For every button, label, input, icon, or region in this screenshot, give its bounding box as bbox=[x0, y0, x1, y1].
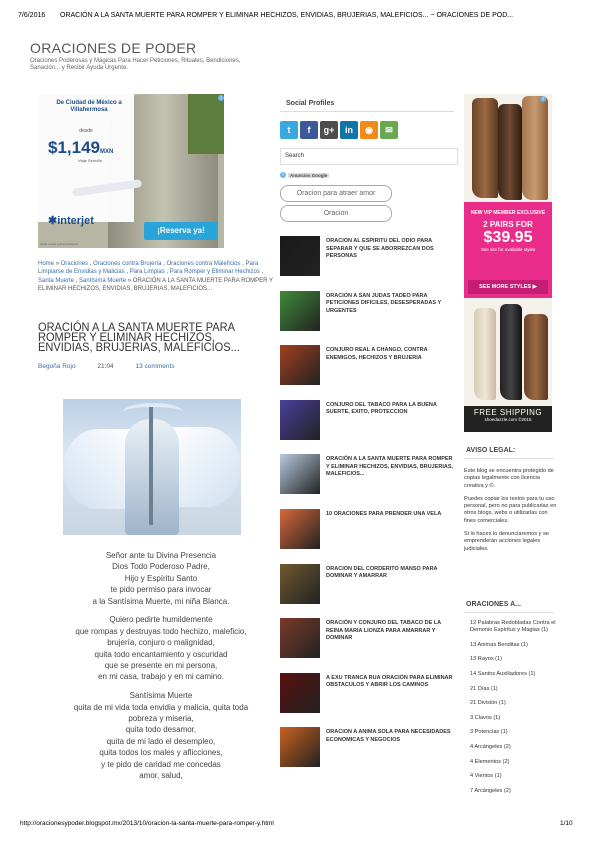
related-post[interactable] bbox=[280, 400, 460, 440]
ad-viaje: Viaje Sencillo bbox=[78, 158, 102, 163]
related-post-title[interactable]: ORACION A SAN JUDAS TADEO PARA PETICIONES DIFICILES, DESESPERADAS Y URGENTES bbox=[326, 292, 442, 314]
related-post[interactable] bbox=[280, 618, 460, 658]
boot-image bbox=[498, 104, 522, 200]
related-post-title[interactable]: ORACIÓN Y CONJURO DEL TABACO DE LA REINA MARIA LIONZA PARA AMARRAR Y DOMINAR bbox=[326, 620, 441, 642]
rss-icon[interactable]: ◉ bbox=[360, 121, 378, 139]
related-post-title[interactable]: ORACION DEL CORDERITO MANSO PARA DOMINAR Y AMARRAR bbox=[326, 565, 438, 580]
breadcrumb-home[interactable]: Home bbox=[38, 261, 55, 267]
promo-price: $39.95 bbox=[483, 229, 533, 246]
related-post-thumbnail[interactable] bbox=[280, 345, 320, 385]
label-link[interactable]: 13 Animas Benditas (1) bbox=[470, 641, 528, 648]
ads-google-label: Anuncios Google bbox=[290, 172, 328, 178]
related-post-thumbnail[interactable] bbox=[280, 727, 320, 767]
ad-info-icon[interactable]: i bbox=[218, 95, 224, 101]
print-title: ORACIÓN A LA SANTA MUERTE PARA ROMPER Y ELIMINAR HECHIZOS, ENVIDIAS, BRUJERIAS, MALEFICIOS... ~ ORACIONES DE POD... bbox=[60, 12, 514, 19]
prayer-line: Quiero pedirte humildemente bbox=[109, 615, 213, 625]
shipping-banner bbox=[464, 406, 552, 432]
boots-ad[interactable] bbox=[464, 94, 552, 432]
related-post[interactable] bbox=[280, 291, 460, 331]
label-link[interactable]: 4 Arcángeles (2) bbox=[470, 744, 511, 751]
related-post-thumbnail[interactable] bbox=[280, 618, 320, 658]
post-author[interactable]: Begoña Rojo bbox=[38, 363, 76, 370]
prayer-line: Dios Todo Poderoso Padre, bbox=[112, 562, 210, 572]
related-post-title[interactable]: A EXU TRANCA RUA ORACIÓN PARA ELIMINAR OBSTACULOS Y ABRIR LOS CAMINOS bbox=[326, 674, 453, 689]
label-link[interactable]: 21 División (1) bbox=[470, 700, 506, 707]
scythe-handle bbox=[149, 405, 153, 525]
scythe-blade bbox=[123, 403, 183, 421]
label-link[interactable]: 3 Clavos (1) bbox=[470, 714, 501, 721]
breadcrumb-link[interactable]: Oraciones bbox=[60, 261, 89, 267]
boot-image bbox=[522, 96, 548, 200]
left-wing bbox=[63, 429, 133, 509]
ad-desde: desde bbox=[79, 128, 93, 134]
legal-heading: AVISO LEGAL: bbox=[466, 447, 516, 454]
boot-image bbox=[524, 314, 548, 400]
related-post[interactable] bbox=[280, 727, 460, 767]
breadcrumb-link[interactable]: Santísima Muerte bbox=[79, 277, 127, 284]
stanza-3 bbox=[40, 690, 282, 781]
prayer-line: quita todo desamor, bbox=[125, 725, 197, 735]
label-link[interactable]: 7 Arcángeles (2) bbox=[470, 787, 511, 794]
reserve-button[interactable]: ¡Reserva ya! bbox=[144, 222, 218, 240]
label-link[interactable]: 14 Santos Auxiliadores (1) bbox=[470, 671, 536, 678]
legal-text bbox=[464, 468, 560, 559]
related-post-thumbnail[interactable] bbox=[280, 673, 320, 713]
right-wing bbox=[171, 427, 241, 507]
google-plus-icon[interactable]: g+ bbox=[320, 121, 338, 139]
related-post-title[interactable]: ORACION AL ESPIRITU DEL ODIO PARA SEPARAR Y QUE SE ABORREZCAN DOS PERSONAS bbox=[326, 238, 434, 259]
prayer-line: quita todo encantamiento y oscuridad bbox=[94, 649, 228, 659]
email-icon[interactable]: ✉ bbox=[380, 121, 398, 139]
prayer-line: Santísima Muerte bbox=[129, 691, 193, 701]
prayer-line: en mi casa, trabajo y en mi camino. bbox=[98, 672, 224, 682]
post-comments[interactable]: 13 comments bbox=[135, 363, 175, 370]
related-post-title[interactable]: 10 ORACIONES PARA PRENDER UNA VELA bbox=[326, 511, 442, 517]
breadcrumb-current: ORACIÓN A LA SANTA MUERTE PARA ROMPER Y ELIMINAR HECHIZOS, ENVIDIAS, BRUJERIAS, MALEFICIOS... bbox=[38, 277, 273, 292]
breadcrumb-link[interactable]: Para Limpias bbox=[129, 269, 165, 276]
print-page-number: 1/10 bbox=[560, 820, 573, 827]
related-post-thumbnail[interactable] bbox=[280, 564, 320, 604]
santa-muerte-image bbox=[63, 399, 241, 535]
blog-tagline: Oraciones Poderosas y Mágicas Para Hacer Peticiones, Rituales, Bendiciones, Sanación... y Recibir Ayuda Urgente. bbox=[30, 58, 241, 71]
related-post-title[interactable]: CONJURO DEL TABACO PARA LA BUENA SUERTE, EXITO, PROTECCION bbox=[326, 401, 437, 416]
related-post[interactable] bbox=[280, 673, 460, 713]
legal-paragraph: Puedes copiar los textos para tu uso personal, pero no para publicarlas en otros blogs, webs o utilizarlas con fines comerciales. bbox=[464, 495, 557, 524]
prayer-line: que se presente en mi persona, bbox=[104, 661, 218, 671]
related-post-thumbnail[interactable] bbox=[280, 400, 320, 440]
ad-price-amount: $1,149 bbox=[48, 138, 100, 157]
boot-image bbox=[500, 304, 522, 400]
related-post[interactable] bbox=[280, 454, 460, 494]
facebook-icon[interactable]: f bbox=[300, 121, 318, 139]
prayer-line: te pido permiso para invocar bbox=[110, 585, 212, 595]
label-link[interactable]: 4 Vientos (1) bbox=[470, 773, 502, 780]
foliage-image bbox=[188, 94, 224, 154]
post-title[interactable]: ORACIÓN A LA SANTA MUERTE PARA ROMPER Y ELIMINAR HECHIZOS, ENVIDIAS, BRUJERIAS, MALEFICIOS... bbox=[38, 320, 240, 354]
prayer-line: Señor ante tu Divina Presencia bbox=[105, 551, 217, 560]
prayer-line: quita todos los males y aflicciones, bbox=[99, 748, 223, 758]
divider bbox=[464, 458, 554, 459]
breadcrumb-separator: » bbox=[55, 261, 60, 267]
promo-pairs: 2 PAIRS FOR bbox=[483, 220, 533, 229]
stanza-2 bbox=[40, 614, 282, 682]
related-post[interactable] bbox=[280, 564, 460, 604]
ad-fine-print: Tarifa sujeta a disponibilidad bbox=[40, 242, 78, 246]
promo-see: See site for available styles bbox=[480, 247, 536, 252]
social-profiles-heading: Social Profiles bbox=[286, 100, 335, 107]
prayer-line: quita de mi vida toda envidia y malicia, quita toda bbox=[73, 702, 249, 712]
label-link[interactable]: 4 Elementos (2) bbox=[470, 758, 510, 765]
boot-image bbox=[474, 308, 496, 400]
see-more-styles-button[interactable]: SEE MORE STYLES ▶ bbox=[468, 280, 548, 294]
ad-price bbox=[48, 138, 113, 158]
related-post-thumbnail[interactable] bbox=[280, 454, 320, 494]
legal-paragraph: Si lo haces lo denunciaremos y se emprenderán acciones legales judiciales. bbox=[464, 531, 549, 552]
airline-name: interjet bbox=[57, 215, 94, 227]
related-post[interactable] bbox=[280, 509, 460, 549]
divider bbox=[464, 612, 554, 613]
related-post-title[interactable]: ORACIÓN A LA SANTA MUERTE PARA ROMPER Y ELIMINAR HECHIZOS, ENVIDIAS, BRUJERIAS, MALEFICIOS... bbox=[326, 456, 454, 478]
stanza-1 bbox=[40, 550, 282, 607]
label-link[interactable]: 12 Palabras Redobladas Contra el Demonio Espíritus y Magias (1) bbox=[470, 620, 556, 634]
related-post-thumbnail[interactable] bbox=[280, 291, 320, 331]
label-link[interactable]: 21 Días (1) bbox=[470, 685, 498, 692]
airline-logo: ✱interjet bbox=[48, 215, 94, 227]
promo-vip: NEW VIP MEMBER EXCLUSIVE bbox=[470, 210, 546, 216]
label-link[interactable]: 3 Potencias (1) bbox=[470, 729, 508, 736]
related-post-title[interactable]: ORACION A ANIMA SOLA PARA NECESIDADES ECONOMICAS Y NEGOCIOS bbox=[326, 729, 451, 743]
prayer-text bbox=[40, 550, 282, 789]
prayer-line: amor, salud, bbox=[139, 771, 183, 781]
blog-name[interactable]: ORACIONES DE PODER bbox=[30, 40, 197, 56]
related-post[interactable] bbox=[280, 345, 460, 385]
twitter-icon[interactable]: t bbox=[280, 121, 298, 139]
linkedin-icon[interactable]: in bbox=[340, 121, 358, 139]
prayer-line: que rompas y destruyas todo hechizo, maleficio, bbox=[75, 626, 247, 636]
breadcrumb-separator: » bbox=[127, 277, 132, 284]
ad-currency: MXN bbox=[100, 149, 114, 155]
flight-ad[interactable] bbox=[38, 94, 224, 248]
print-date: 7/6/2016 bbox=[18, 12, 46, 19]
prayer-line: brujería, conjuro o malignidad, bbox=[107, 638, 215, 648]
label-link[interactable]: 13 Rayos (1) bbox=[470, 656, 503, 663]
breadcrumb-link[interactable]: Santa Muerte bbox=[38, 277, 75, 284]
boot-image bbox=[472, 98, 498, 198]
prayer-line: a la Santísima Muerte, mi niña Blanca. bbox=[92, 596, 230, 606]
shoe-site: shoedazzle.com ©2015 bbox=[484, 417, 532, 422]
breadcrumb-link[interactable]: Para Limpiarse de Envidias y Malicias bbox=[38, 261, 259, 276]
ad-route: De Ciudad de México a Villahermosa bbox=[56, 100, 122, 113]
breadcrumb-link[interactable]: Para Romper y Eliminar Hechizos bbox=[169, 269, 260, 276]
ad-link-button[interactable]: Oracion para atraer amor bbox=[280, 185, 392, 202]
post-time[interactable]: 21:04 bbox=[97, 363, 114, 370]
ads-label bbox=[280, 172, 329, 178]
prayer-line: y te pido de caridad me concedas bbox=[101, 759, 221, 769]
social-icons bbox=[280, 121, 398, 139]
divider bbox=[280, 111, 454, 112]
related-post-thumbnail[interactable] bbox=[280, 509, 320, 549]
search-input[interactable]: Search bbox=[280, 148, 458, 165]
related-post[interactable] bbox=[280, 236, 460, 276]
related-post-thumbnail[interactable] bbox=[280, 236, 320, 276]
breadcrumb-link[interactable]: Oraciones contra Brujería bbox=[93, 261, 162, 267]
post-meta bbox=[38, 363, 195, 370]
related-post-title[interactable]: CONJURO REAL A CHANGO, CONTRA ENEMIGOS, HECHIZOS Y BRUJERIA bbox=[326, 347, 428, 361]
breadcrumb: Home » Oraciones , Oraciones contra Brujería , Oraciones contra Maleficios , Para Limpiarse de Envidias y Malicias , Para Limpias , Para Romper y Eliminar Hechizos , Santa Muerte , Santísima Muerte » ORACIÓN A LA SANTA MUERTE PARA ROMPER Y ELIMINAR HECHIZOS, ENVIDIAS, BRUJERIAS, MALEFICIOS... bbox=[38, 261, 273, 292]
prayer-line: quita de mi lado el desempleo, bbox=[106, 736, 216, 746]
prayer-line: pobreza y miseria, bbox=[128, 714, 194, 724]
breadcrumb-link[interactable]: Oraciones contra Maleficios bbox=[166, 261, 241, 267]
ad-info-icon[interactable]: i bbox=[280, 172, 286, 178]
prayer-line: Hijo y Espíritu Santo bbox=[124, 573, 198, 583]
legal-paragraph: Este blog se encuentra protegido de copias legalmente con licencia creativa y ©. bbox=[464, 468, 554, 489]
free-shipping: FREE SHIPPING bbox=[473, 408, 543, 417]
labels-heading: ORACIONES A... bbox=[466, 601, 521, 608]
ad-link-button[interactable]: Oracion bbox=[280, 205, 392, 222]
print-url: http://oracionesypoder.blogspot.mx/2013/10/oracion-la-santa-muerte-para-romper-y.html bbox=[20, 820, 274, 827]
ad-info-icon[interactable]: i bbox=[540, 96, 546, 102]
labels-list bbox=[470, 620, 565, 802]
